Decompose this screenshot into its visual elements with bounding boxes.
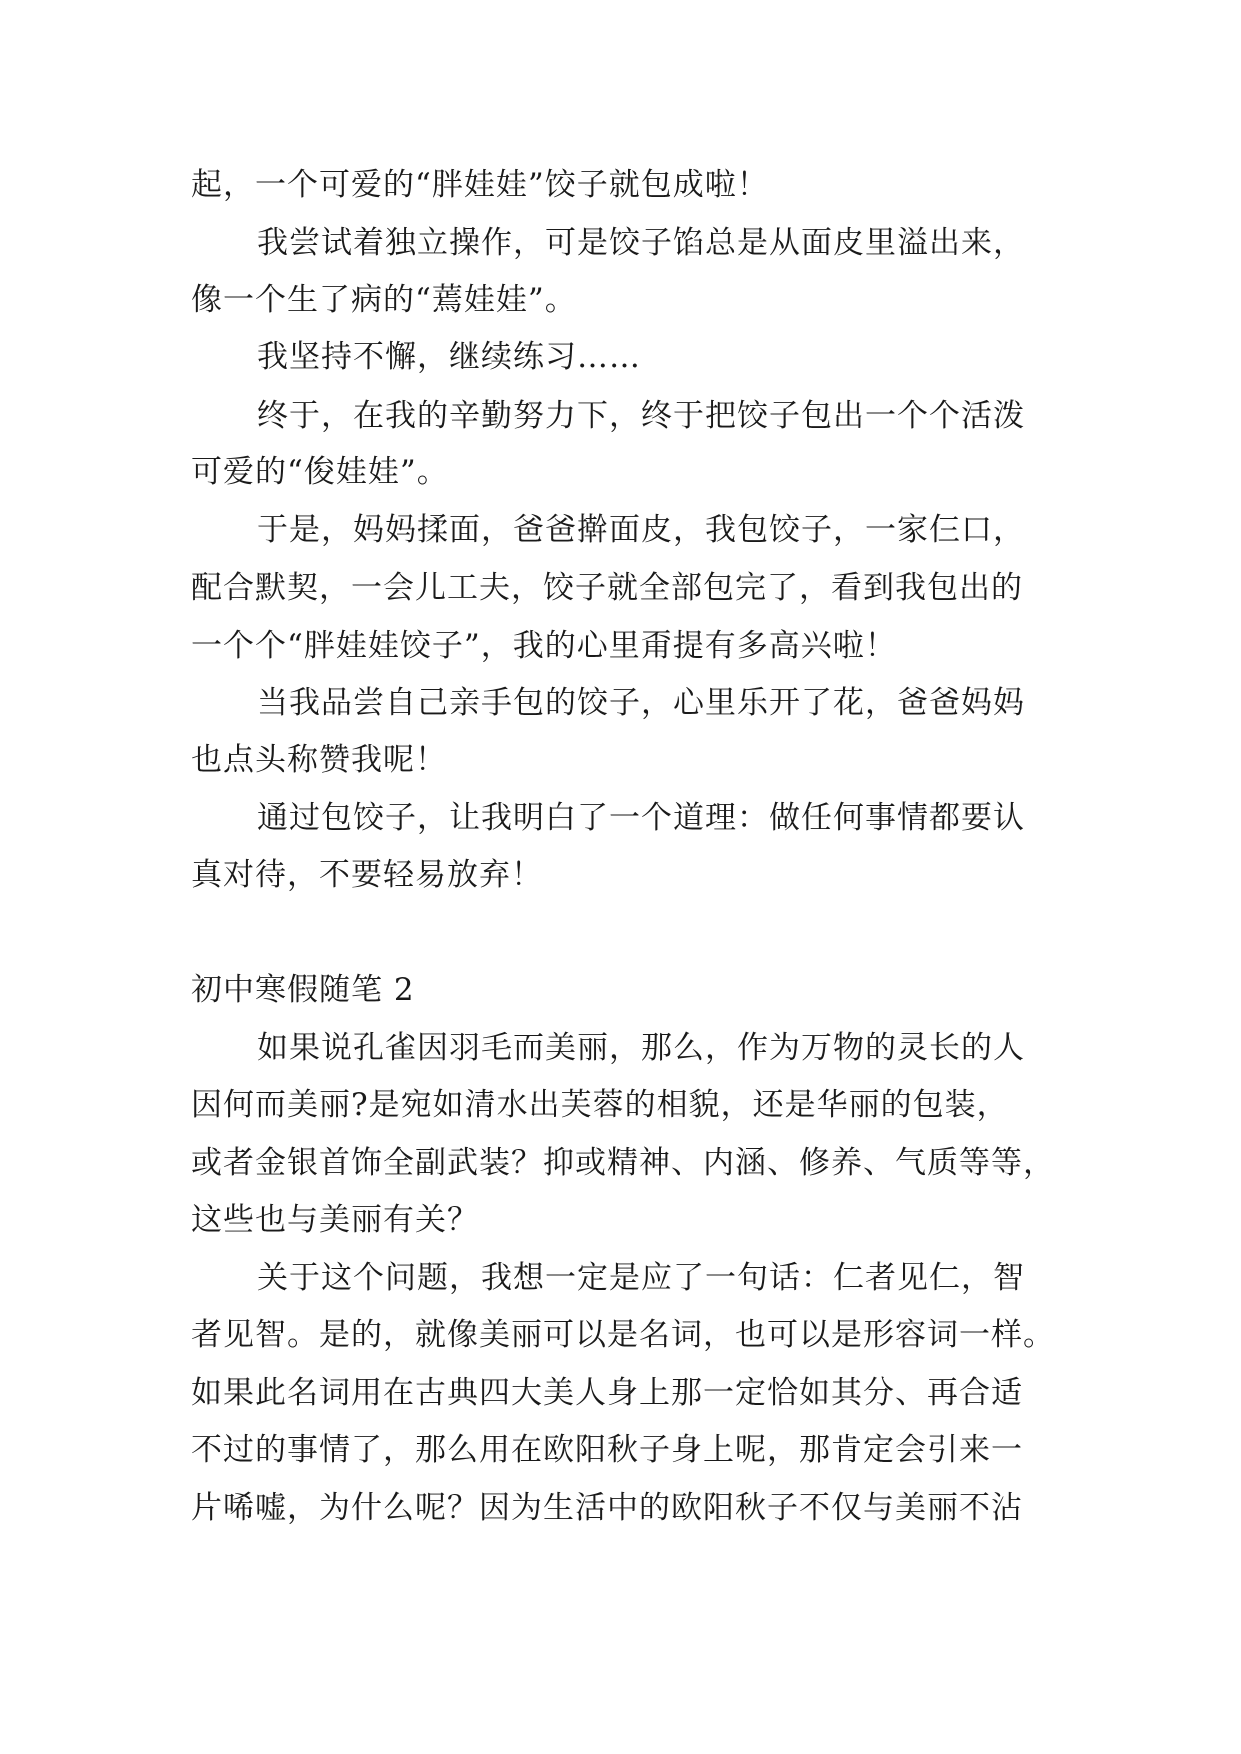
paragraph-line: 真对待，不要轻易放弃！ [191, 857, 543, 893]
paragraph-line: 于是，妈妈揉面，爸爸擀面皮，我包饺子，一家仨口， [257, 512, 1025, 548]
paragraph-line: 这些也与美丽有关？ [191, 1202, 479, 1238]
paragraph-line: 我尝试着独立操作，可是饺子馅总是从面皮里溢出来， [257, 225, 1025, 261]
paragraph-line: 关于这个问题，我想一定是应了一句话：仁者见仁，智 [257, 1260, 1025, 1296]
paragraph-line: 像一个生了病的“蔫娃娃”。 [191, 282, 577, 318]
paragraph-line: 当我品尝自己亲手包的饺子，心里乐开了花，爸爸妈妈 [257, 685, 1025, 721]
paragraph-line: 可爱的“俊娃娃”。 [191, 454, 449, 490]
paragraph-line: 因何而美丽?是宛如清水出芙蓉的相貌，还是华丽的包装， [191, 1087, 1009, 1123]
paragraph-line: 或者金银首饰全副武装？抑或精神、内涵、修养、气质等等， [191, 1145, 1055, 1181]
paragraph-line: 如果此名词用在古典四大美人身上那一定恰如其分、再合适 [191, 1375, 1023, 1411]
paragraph-line: 也点头称赞我呢！ [191, 742, 447, 778]
paragraph-line: 不过的事情了，那么用在欧阳秋子身上呢，那肯定会引来一 [191, 1432, 1023, 1468]
paragraph-line: 者见智。是的，就像美丽可以是名词，也可以是形容词一样。 [191, 1317, 1055, 1353]
paragraph-line: 片唏嘘，为什么呢？因为生活中的欧阳秋子不仅与美丽不沾 [191, 1490, 1023, 1526]
paragraph-line: 如果说孔雀因羽毛而美丽，那么，作为万物的灵长的人 [257, 1030, 1025, 1066]
paragraph-line: 终于，在我的辛勤努力下，终于把饺子包出一个个活泼 [257, 398, 1025, 434]
section-title: 初中寒假随笔 2 [191, 972, 415, 1008]
paragraph-line: 起，一个可爱的“胖娃娃”饺子就包成啦！ [191, 167, 769, 203]
paragraph-line: 通过包饺子，让我明白了一个道理：做任何事情都要认 [257, 800, 1025, 836]
paragraph-line: 配合默契，一会儿工夫，饺子就全部包完了，看到我包出的 [191, 570, 1023, 606]
paragraph-line: 我坚持不懈，继续练习…… [257, 339, 641, 375]
paragraph-line: 一个个“胖娃娃饺子”，我的心里甭提有多高兴啦！ [191, 628, 897, 664]
